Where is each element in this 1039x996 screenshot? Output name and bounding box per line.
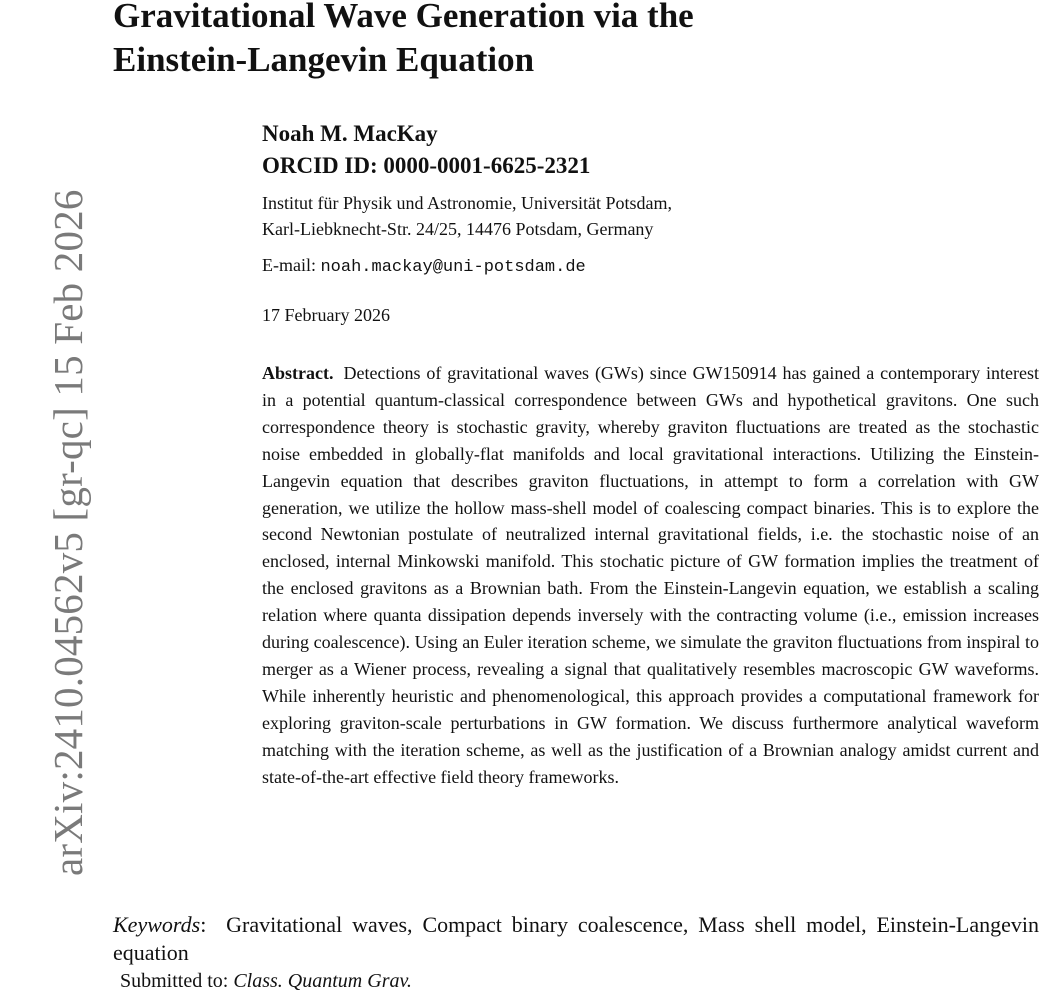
- submission-info: [120, 968, 412, 994]
- keywords: Keywords: Gravitational waves, Compact binary coalescence, Mass shell model, Einstein-Langevin equation: [113, 912, 1039, 965]
- affiliation-line-2: Karl-Liebknecht-Str. 24/25, 14476 Potsdam, Germany: [262, 219, 654, 239]
- paper-title-line-2: Einstein-Langevin Equation: [113, 40, 535, 79]
- abstract-text: Detections of gravitational waves (GWs) since GW150914 has gained a contemporary interest in a potential quantum-classical correspondence between GWs and hypothetical gravitons. One such correspondence theory is stochastic gravity, whereby graviton fluctuations are treated as the stochastic noise embedded in globally-flat manifolds and local gravitational interactions. Utilizing the Einstein-Langevin equation that describes graviton fluctuations, in attempt to form a correlation with GW generation, we utilize the hollow mass-shell model of coalescing compact binaries. This is to explore the second Newtonian postulate of neutralized internal gravitational fields, i.e. the stochastic noise of an enclosed, internal Minkowski manifold. This stochatic picture of GW formation implies the treatment of the enclosed gravitons as a Brownian bath. From the Einstein-Langevin equation, we establish a scaling relation where quanta dissipation depends inversely with the contracting volume (i.e., emission increases during coalescence). Using an Euler iteration scheme, we simulate the graviton fluctuations from inspiral to merger as a Wiener process, revealing a signal that qualitatively resembles macroscopic GW waveforms. While inherently heuristic and phenomenological, this approach provides a computational framework for exploring graviton-scale perturbations in GW formation. We discuss furthermore analytical waveform matching with the iteration scheme, as well as the justification of a Brownian analogy amidst current and state-of-the-art effective field theory frameworks.: [262, 363, 1039, 787]
- author-orcid: ORCID ID: 0000-0001-6625-2321: [262, 153, 591, 178]
- publication-date: 17 February 2026: [262, 305, 390, 325]
- abstract-label: Abstract.: [262, 363, 334, 383]
- submission-label: Submitted to:: [120, 970, 229, 992]
- author-block: [262, 118, 1022, 328]
- paper-title: [113, 0, 973, 82]
- abstract: [262, 360, 1039, 791]
- author-name: Noah M. MacKay: [262, 121, 438, 146]
- email-link[interactable]: noah.mackay@uni-potsdam.de: [320, 258, 586, 277]
- keywords-label: Keywords: [113, 912, 201, 937]
- arxiv-identifier-stamp: arXiv:2410.04562v5 [gr-qc] 15 Feb 2026: [45, 189, 91, 876]
- email-line: [262, 252, 1022, 281]
- journal-name: Class. Quantum Grav.: [233, 970, 412, 992]
- paper-title-line-1: Gravitational Wave Generation via the: [113, 0, 694, 35]
- author-affiliation: [262, 190, 1022, 242]
- keywords-text: Gravitational waves, Compact binary coalescence, Mass shell model, Einstein-Langevin equation: [113, 912, 1039, 965]
- affiliation-line-1: Institut für Physik und Astronomie, Universität Potsdam,: [262, 193, 672, 213]
- email-label: E-mail:: [262, 255, 316, 275]
